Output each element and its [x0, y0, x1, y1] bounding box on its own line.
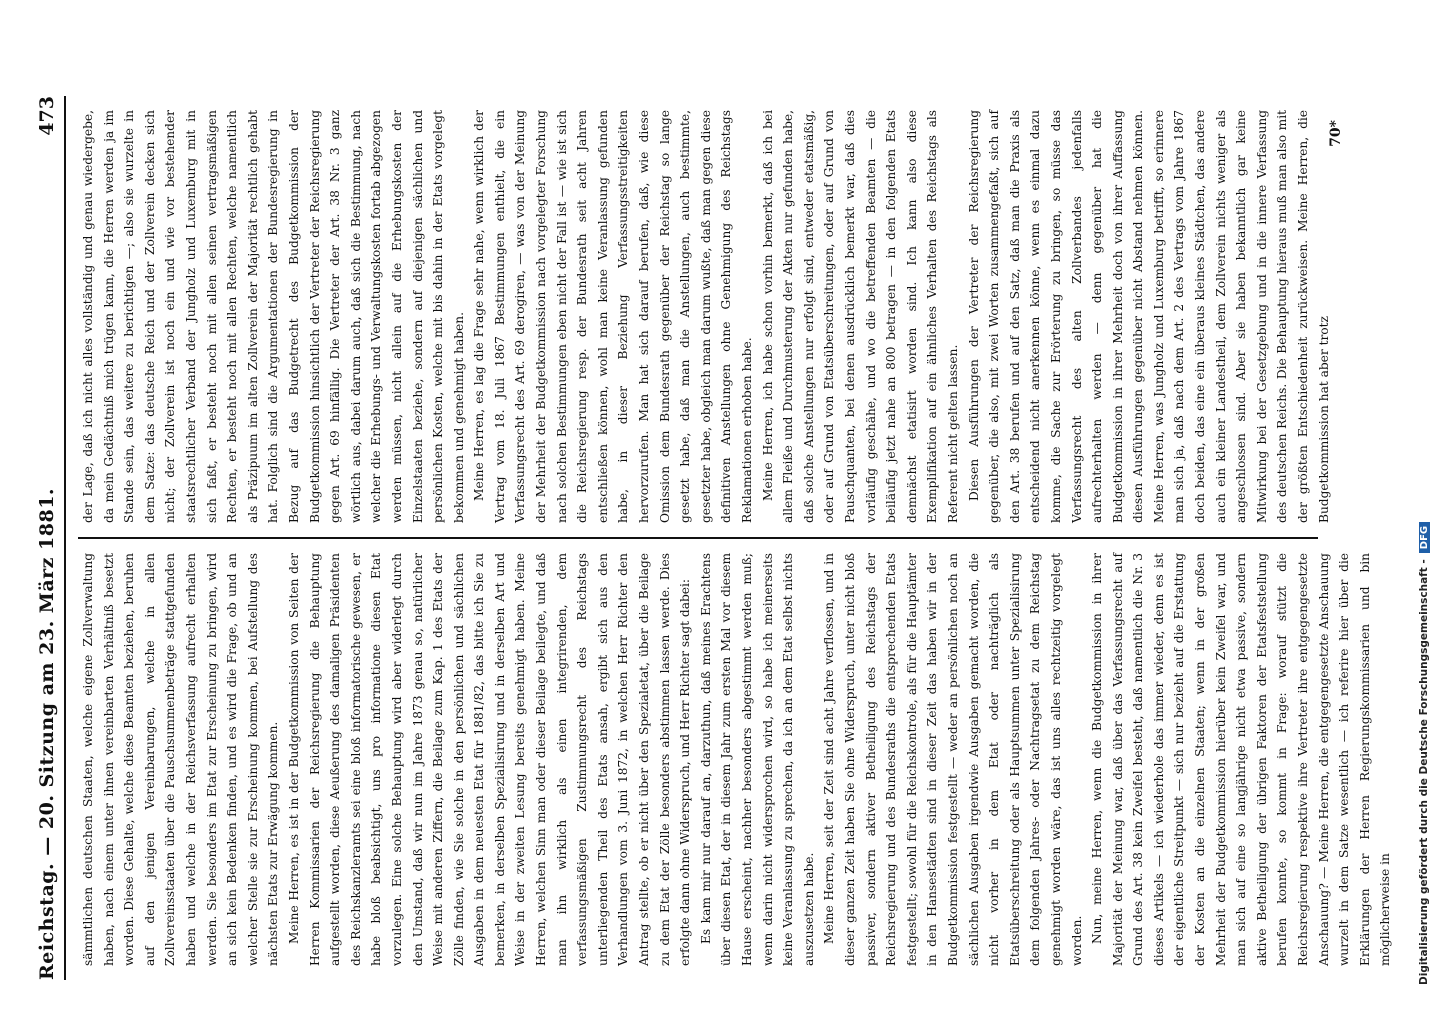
right-column: [78, 96, 1331, 537]
paragraph: Meine Herren, ich habe schon vorhin bemerkt, daß ich bei allem Fleiße und Durchmusterung der Akten nur gefunden habe, daß solche Anstellungen nur erfolgt sind, entweder etatsmäßig, oder auf Grund von Etatsüberschreitungen, oder auf Grund von Pauschquanten, bei denen ausdrücklich bemerkt war, daß dies vorläufig geschähe, und wo die betreffenden Beamten — die beiläufig jetzt nahe an 800 betragen — in den folgenden Etats demnächst etatisirt worden sind. Ich kann also diese Exemplifikation auf ein ähnliches Verhalten des Reichstags als Referent nicht gelten lassen.: [760, 110, 960, 523]
dfg-logo: DFG: [1419, 522, 1430, 553]
paragraph: der Lage, daß ich nicht alles vollständig und genau wiedergebe, da mein Gedächtniß mich trügen kann, die Herren werden ja im Stande sein, das weitere zu berichtigen —; also sie wurzelte in dem Satze: das deutsche Reich und der Zollverein decken sich nicht; der Zollverein ist noch ein und wie vor bestehender staatsrechtlicher Verband der Jungholz und Luxemburg mit in sich faßt, er besteht noch mit allen seinen vertragsmäßigen Rechten, er besteht noch mit allen Rechten, welche namentlich als Präzipuum im alten Zollverein der Majorität rechtlich gehabt hat. Folglich sind die Argumentationen der Bundesregierung in Bezug auf das Budgetrecht des Budgetkommission der Budgetkommission hinsichtlich der Vertreter der Reichsregierung gegen Art. 69 hinfällig. Die Vertreter der Art. 38 Nr. 3 ganz wörtlich aus, dabei darum auch, daß sich die Bestimmung, nach welcher die Erhebungs- und Verwaltungskosten fortab abgezogen werden müssen, nicht allein auf die Erhebungskosten der Einzelstaaten beziehe, sondern auf diejenigen sächlichen und persönlichen Kosten, welche mit bis dahin in der Etats vorgelegt bekommen und genehmigt haben.: [81, 110, 466, 523]
page-number: 473: [36, 96, 58, 136]
signature-mark: 70*: [1328, 120, 1344, 147]
left-column: [78, 539, 1393, 980]
paragraph: Meine Herren, es ist in der Budgetkommission von Seiten der Herren Kommissarien der Reichsregierung die Behauptung aufgestellt worden, diese Aeußerung des damaligen Präsidenten des Reichskanzleramts sei eine bloß informatorische gewesen, er habe bloß beabsichtigt, uns pro informatione diesen Etat vorzulegen. Eine solche Behauptung wird aber widerlegt durch den Umstand, daß wir nun im Jahre 1873 genau so, natürlicher Weise mit anderen Ziffern, die Beilage zum Kap. 1 des Etats der Zölle finden, wie Sie solche in den persönlichen und sächlichen Ausgaben in dem neuesten Etat für 1881/82, das bitte ich Sie zu bemerken, in derselben Spezialisirung und in derselben Art und Weise in der zweiten Lesung bereits genehmigt haben. Meine Herren, welchen Sinn man oder dieser Beilage beilegte, und daß man ihn wirklich als einen integrirenden, dem verfassungsmäßigen Zustimmungsrecht des Reichstags unterliegenden Theil des Etats ansah, ergibt sich aus den Verhandlungen vom 3. Juni 1872, in welchen Herr Richter den Antrag stellte, ob er nicht über den Spezialetat, über die Beilage zu dem Etat der Zölle besonders abstimmen lassen werde. Dies erfolgte dann ohne Widerspruch, und Herr Richter sagt dabei:: [286, 553, 693, 966]
paragraph: Nun, meine Herren, wenn die Budgetkommission in ihrer Majorität der Meinung war, daß über das Verfassungsrecht auf Grund des Art. 38 kein Zweifel besteht, daß namentlich die Nr. 3 dieses Artikels — ich wiederhole das immer wieder, denn es ist der eigentliche Streitpunkt — sich nur bezieht auf die Erstattung der Kosten an die einzelnen Staaten; wenn in der großen Mehrheit der Budgetkommission hierüber kein Zweifel war, und man sich auf eine so langjährige nicht etwa passive, sondern aktive Betheiligung der übrigen Faktoren der Etatsfeststellung berufen konnte, so kommt in Frage: worauf stützt die Reichsregierung respektive ihre Vertreter ihre entgegengesetzte Anschauung? — Meine Herren, die entgegengesetzte Anschauung wurzelt in dem Satze wesentlich — ich referire hier über die Erklärungen der Herren Regierungskommissarien und bin möglicherweise in: [1090, 553, 1393, 966]
funding-text: Digitalisierung gefördert durch die Deutsche Forschungsgemeinschaft -: [1418, 559, 1430, 985]
paragraph: Meine Herren, es lag die Frage sehr nahe, wenn wirklich der Vertrag vom 18. Juli 1867 Bestimmungen enthielt, die ein Verfassungsrecht des Art. 69 derogiren, — was von der Meinung der Mehrheit der Budgetkommission nach vorgelegter Forschung nach solchen Bestimmungen eben nicht der Fall ist — wie ist sich die Reichsregierung resp. der Bundesrath seit acht Jahren entschließen können, wohl man keine Veranlassung gefunden habe, in dieser Beziehung Verfassungsstreitigkeiten hervorzurufen. Man hat sich darauf berufen, daß, wie diese Omission dem Bundesrath gegenüber der Reichstag so lange gesetzt habe, daß man die Anstellungen, auch bestimmte, gesetzter habe, obgleich man darum wußte, daß man gegen diese definitiven Anstellungen ohne Genehmigung des Reichstags Reklamationen erhoben habe.: [472, 110, 754, 523]
funding-note: [1418, 522, 1430, 985]
column-divider: [78, 537, 1318, 539]
page-header: [30, 96, 66, 980]
rotated-page: [18, 60, 1393, 1020]
digitization-sidebar: [1404, 0, 1432, 1000]
quote-paragraph: Es kam mir nur darauf an, darzuthun, daß meines Erachtens über diesen Etat, der in diesem Jahr zum ersten Mal vor diesem Hause erscheint, nachher besonders abgestimmt werden muß; wenn darin nicht widersprochen wird, so habe ich meinerseits keine Veranlassung zu sprechen, da ich an dem Etat selbst nichts auszusetzen habe.: [698, 553, 816, 966]
paragraph: sämmtlichen deutschen Staaten, welche eigene Zollverwaltung haben, nach einem unter ihnen vereinbarten Verhältniß besetzt worden. Diese Gehalte, welche diese Beamten beziehen, beruhen auf den jenigen Vereinbarungen, welche in allen Zollvereinsstaaten über die Pauschsummenbeträge stattgefunden haben und welche in der Reichsverfassung aufrecht erhalten werden. Sie besonders im Etat zur Erscheinung zu bringen, wird an sich kein Bedenken finden, und es wird die Frage, ob und an welcher Stelle sie zur Erscheinung kommen, bei Aufstellung des nächsten Etats zur Erwägung kommen.: [81, 553, 281, 966]
paragraph: Meine Herren, seit der Zeit sind acht Jahre verflossen, und in dieser ganzen Zeit haben Sie ohne Widerspruch, unter nicht bloß passiver, sondern aktiver Betheiligung des Reichstags der Reichsregierung und des Bundesraths die entsprechenden Etats festgestellt; sowohl für die Reichskontrole, als für die Hauptämter in den Hansestädten sind in dieser Zeit das haben wir in der Budgetkommission festgestellt — weder an persönlichen noch an sächlichen Ausgaben irgendwie Ausgaben gemacht worden, die nicht vorher in dem Etat oder nachträglich als Etatsüberschreitung oder als Hauptsummen unter Spezialisirung dem folgenden Jahres- oder Nachtragsetat zu dem Reichstag genehmigt worden wäre, das ist uns alles rechtzeitig vorgelegt worden.: [822, 553, 1084, 966]
paragraph: Diesen Ausführungen der Vertreter der Reichsregierung gegenüber, die also, mit zwei Worten zusammengefaßt, sich auf den Art. 38 berufen und auf den Satz, daß man die Praxis als entscheidend nicht anerkennen könne, wenn es einmal dazu komme, die Sache zur Erörterung zu bringen, so müsse das Verfassungsrecht des alten Zollverbandes jedenfalls aufrechterhalten werden — denn gegenüber hat die Budgetkommission in ihrer Mehrheit doch von ihrer Auffassung diesen Ausführungen gegenüber nicht Abstand nehmen können. Meine Herren, was Jungholz und Luxemburg betrifft, so erinnere man sich ja, daß nach dem Art. 2 des Vertrags vom Jahre 1867 doch beiden, das eine ein überaus kleines Städtchen, das andere auch ein kleiner Landestheil, dem Zollverein nichts weniger als angeschlossen sind. Aber sie haben bekanntlich gar keine Mitwirkung bei der Gesetzgebung und in die innere Verfassung des deutschen Reichs. Die Behauptung hieraus muß man also mit der größten Entschiedenheit zurückweisen. Meine Herren, die Budgetkommission hat aber trotz: [966, 110, 1331, 523]
page-title: Reichstag. — 20. Sitzung am 23. März 1881.: [36, 487, 58, 980]
